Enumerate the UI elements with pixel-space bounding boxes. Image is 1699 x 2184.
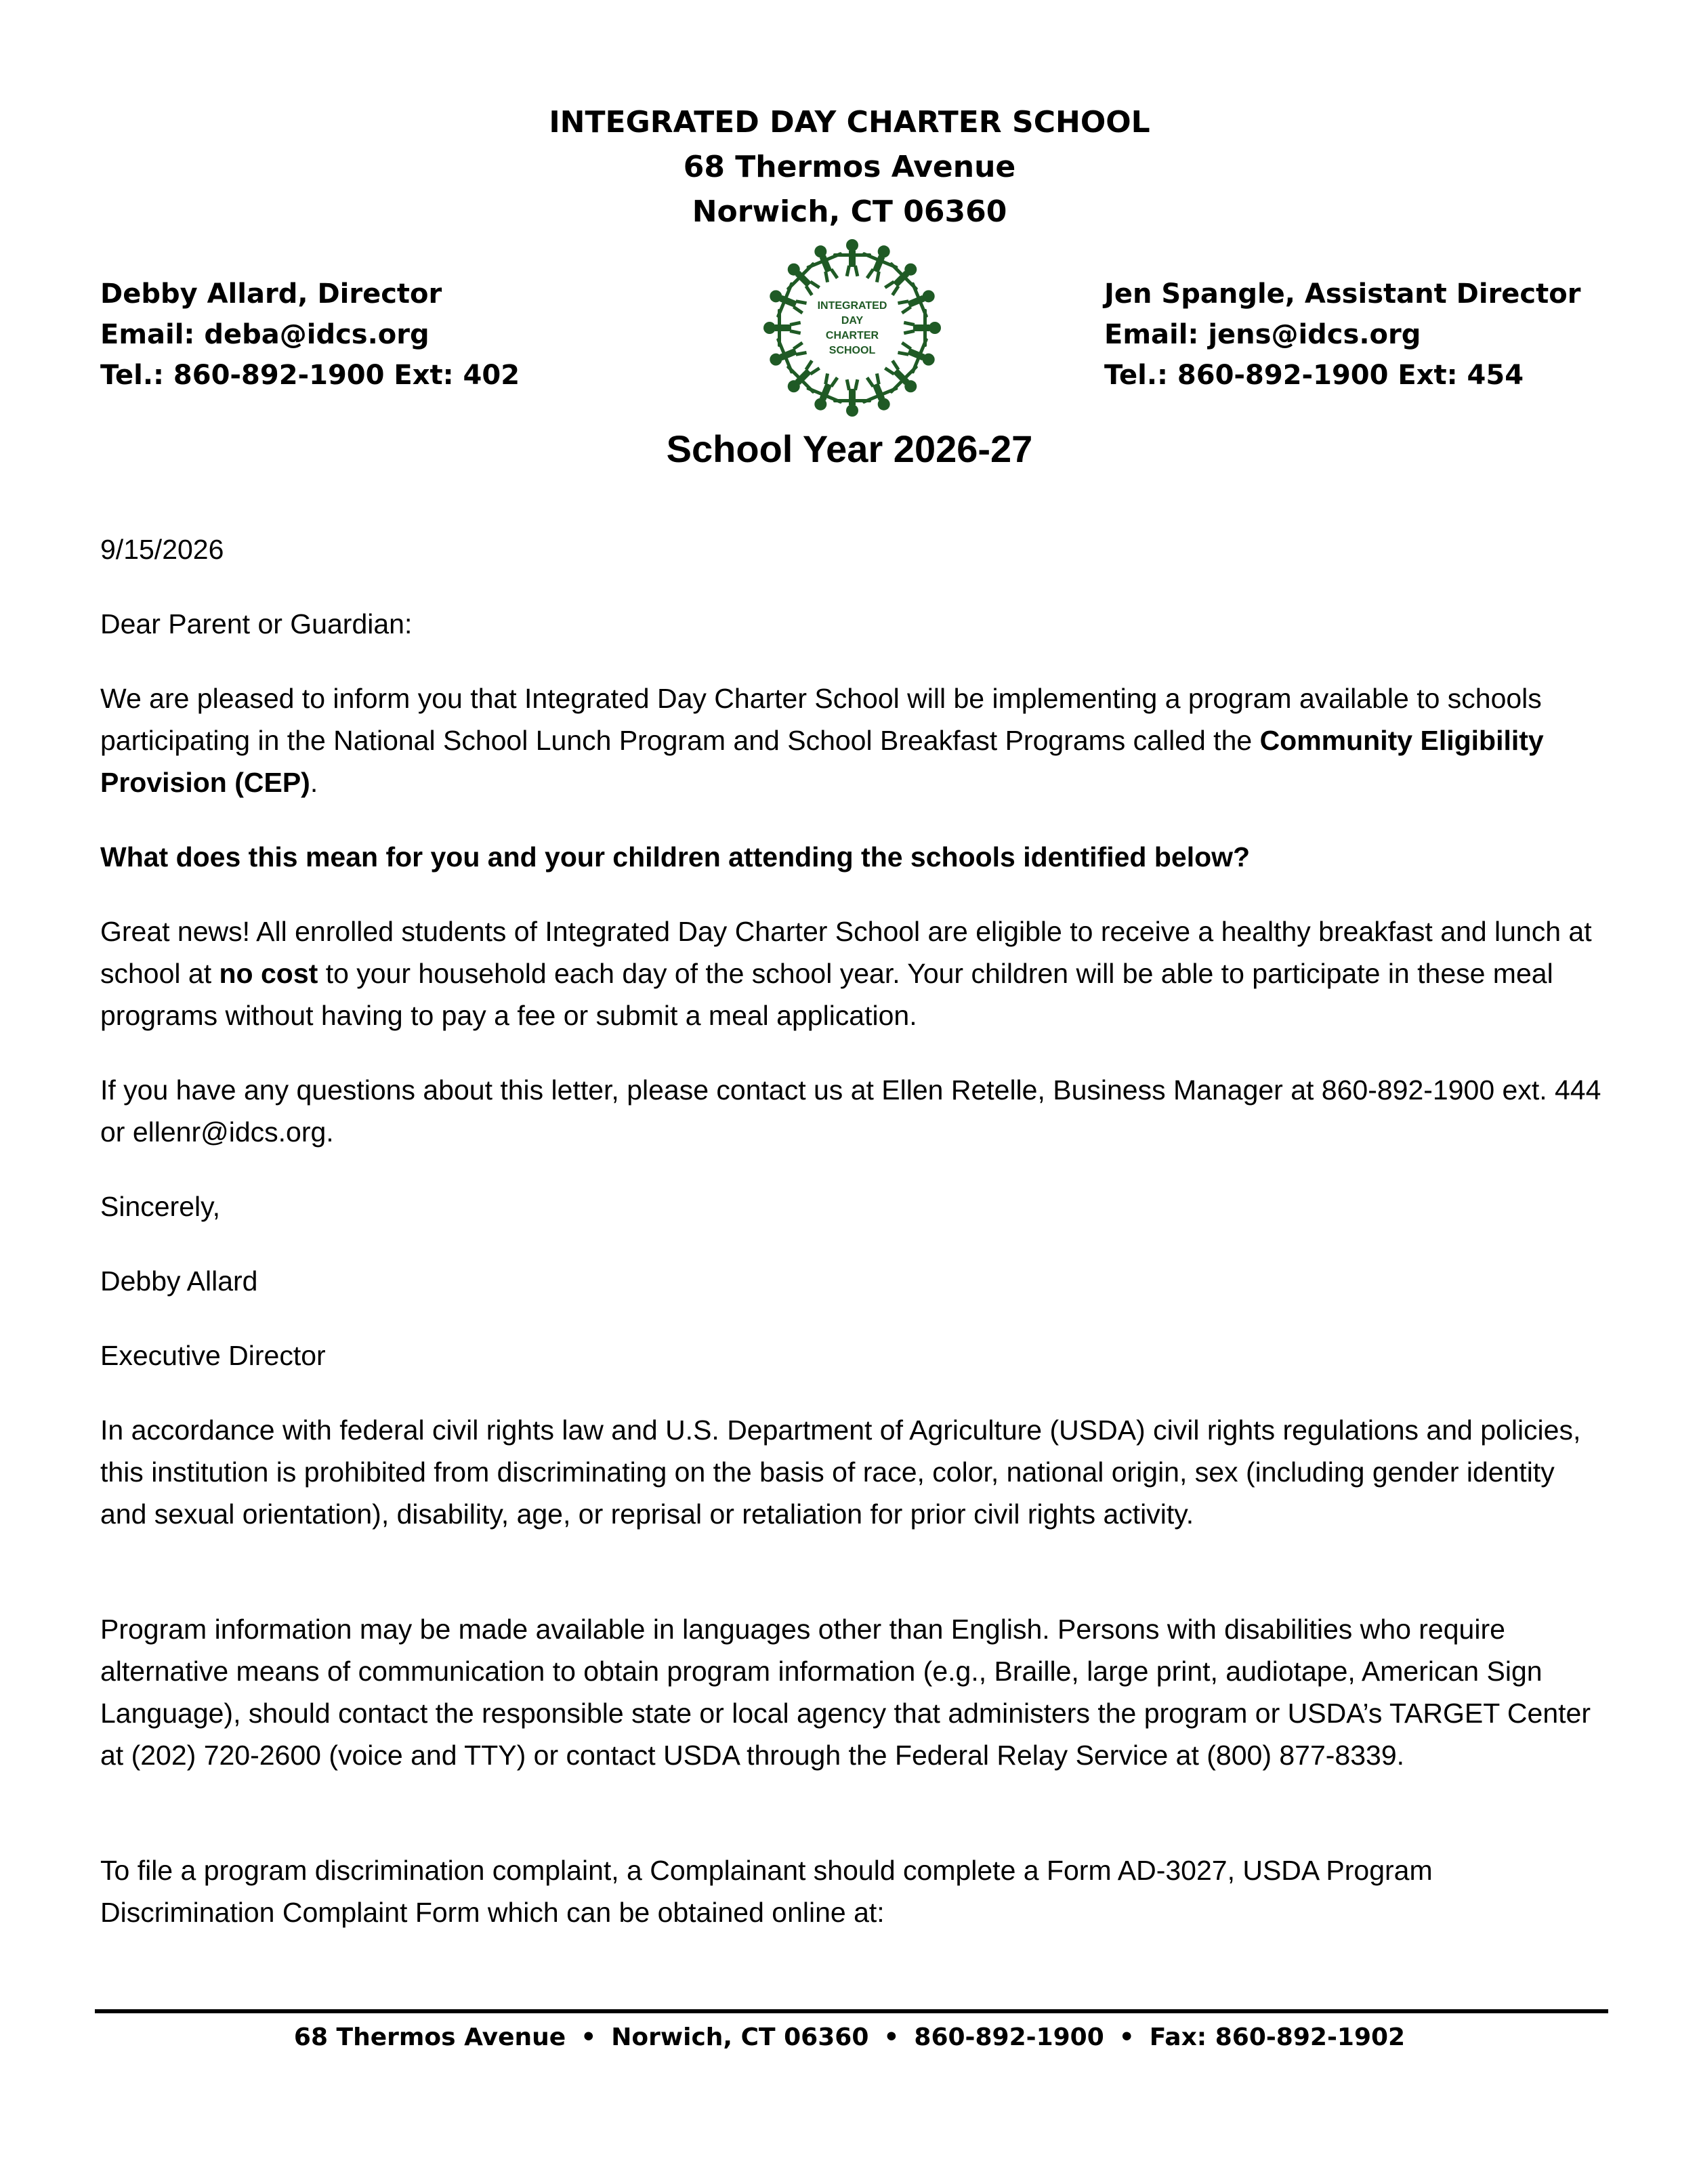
school-year-heading: School Year 2026-27 [666,427,1033,470]
footer-street: 68 Thermos Avenue [293,2023,566,2051]
closing-text: Sincerely, [100,1191,220,1222]
cep-name: Community Eligibility Provision (CEP) [100,725,1544,798]
logo-text-line4: SCHOOL [828,345,876,356]
no-cost-text: no cost [219,958,318,989]
assistant-director-tel: Tel.: 860-892-1900 Ext: 454 [1104,360,1524,391]
question-text: What does this mean for you and your children attending the schools identified below? [100,841,1251,873]
director-name: Debby Allard, Director [100,278,442,310]
footer-separator: • [1118,2023,1135,2051]
paragraph-cep [100,677,1604,803]
questions-text: If you have any questions about this letter, please contact us at Ellen Retelle, Business Manager at 860-892-1900 ext. 444 or ellenr@idcs.org. [100,1074,1601,1148]
letter-salutation [100,603,1604,645]
logo-figure [904,309,941,347]
assistant-director-email: Email: jens@idcs.org [1104,319,1421,350]
logo-figure [833,379,871,417]
logo-text-line1: INTEGRATED [817,300,887,312]
footer [0,2017,1699,2058]
director-email: Email: deba@idcs.org [100,319,429,350]
footer-separator: • [581,2023,597,2051]
letter-closing [100,1185,1604,1227]
salutation-text: Dear Parent or Guardian: [100,608,413,639]
great-news-text-a: Great news! All enrolled students of Integrated Day Charter School are eligible to receive a healthy breakfast and lunch at school at [100,916,1592,989]
school-name: INTEGRATED DAY CHARTER SCHOOL [549,105,1150,140]
director-tel: Tel.: 860-892-1900 Ext: 402 [100,360,520,391]
logo-text-line3: CHARTER [825,330,879,341]
school-city: Norwich, CT 06360 [692,194,1007,229]
paragraph-program-info [100,1608,1604,1776]
program-info-text: Program information may be made available in languages other than English. Persons with disabilities who require alternative means of communication to obtain program information (e.g., Braille, large print, audiotape, American Sign Language), should contact the responsible state or local agency that administers the program or USDA’s TARGET Center at (202) 720-2600 (voice and TTY) or contact USDA through the Federal Relay Service at (800) 877-8339. [100,1614,1591,1771]
footer-city: Norwich, CT 06360 [611,2023,869,2051]
cep-period: . [310,767,318,798]
footer-separator: • [883,2023,900,2051]
footer-phone: 860-892-1900 [914,2023,1104,2051]
great-news-text-b: to your household each day of the school year. Your children will be able to participate in these meal programs without having to pay a fee or submit a meal application. [100,958,1553,1031]
cep-intro-text: We are pleased to inform you that Integrated Day Charter School will be implementing a program available to schools participating in the National School Lunch Program and School Breakfast Programs called the [100,683,1542,756]
complaint-text: To file a program discrimination complaint, a Complainant should complete a Form AD-3027, USDA Program Discrimination Complaint Form which can be obtained online at: [100,1855,1433,1928]
signer-name: Debby Allard [100,1265,258,1297]
assistant-director-name: Jen Spangle, Assistant Director [1104,278,1581,310]
letter-signer [100,1260,1604,1302]
signer-title-text: Executive Director [100,1340,326,1371]
paragraph-great-news [100,910,1604,1036]
paragraph-complaint [100,1849,1604,1933]
question-heading [100,836,1604,878]
logo-text-line2: DAY [841,315,864,327]
assistant-director-contact [1104,274,1580,396]
paragraph-questions [100,1069,1604,1153]
footer-fax: Fax: 860-892-1902 [1149,2023,1406,2051]
school-logo [763,238,942,417]
footer-rule [95,2009,1608,2013]
letter-date [100,528,1604,570]
logo-figures-ring [763,238,941,417]
logo-figure [763,309,801,347]
logo-figure [833,239,871,276]
paragraph-civil-rights [100,1409,1604,1535]
letter-signer-title [100,1335,1604,1377]
civil-rights-text: In accordance with federal civil rights law and U.S. Department of Agriculture (USDA) civil rights regulations and policies, this institution is prohibited from discriminating on the basis of race, color, national origin, sex (including gender identity and sexual orientation), disability, age, or reprisal or retaliation for prior civil rights activity. [100,1414,1581,1530]
director-contact [100,274,520,396]
date-text: 9/15/2026 [100,534,224,565]
school-street: 68 Thermos Avenue [683,150,1016,184]
